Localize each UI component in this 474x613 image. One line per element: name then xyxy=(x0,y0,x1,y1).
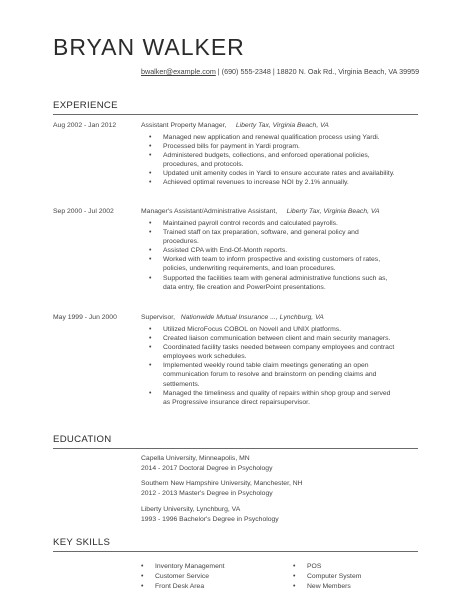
job-bullets xyxy=(141,325,395,407)
contact-details: | (690) 555-2348 | 18820 N. Oak Rd., Virginia Beach, VA 39959 xyxy=(215,67,420,76)
list-item: • Administered budgets, collections, and enforced operational policies, procedures, and protocols. xyxy=(163,151,395,169)
job-dates: May 1999 - Jun 2000 xyxy=(53,314,117,321)
list-item: • Utilized MicroFocus COBOL on Novell and UNIX platforms. xyxy=(163,325,395,334)
list-item: • Customer Service xyxy=(141,572,225,582)
degree-detail: 2014 - 2017 Doctoral Degree in Psychology xyxy=(141,465,273,472)
list-item: • Inventory Management xyxy=(141,562,225,572)
list-item: • Trained staff on tax preparation, software, and general policy and procedures. xyxy=(163,228,395,246)
job-heading xyxy=(141,208,380,215)
list-item: • Front Desk Area xyxy=(141,582,225,592)
email-link[interactable]: bwalker@example.com xyxy=(141,67,216,76)
education-heading: EDUCATION xyxy=(53,434,418,449)
job-company: Liberty Tax, Virginia Beach, VA xyxy=(286,208,380,215)
job-bullets xyxy=(141,219,395,292)
list-item: • New Members xyxy=(293,582,361,592)
experience-heading: EXPERIENCE xyxy=(53,100,418,115)
list-item: • Computer System xyxy=(293,572,361,582)
list-item: • Worked with team to inform prospective and existing customers of rates, policies, underwriting requirements, and loan procedures. xyxy=(163,255,395,273)
school-name: Capella University, Minneapolis, MN xyxy=(141,455,250,462)
list-item: • Achieved optimal revenues to increase NOI by 2.1% annually. xyxy=(163,178,395,187)
degree-detail: 1993 - 1996 Bachelor's Degree in Psychology xyxy=(141,516,279,523)
list-item: • Implemented weekly round table claim meetings generating an open communication forum to resolve and brainstorm on pending claims and settlements. xyxy=(163,361,395,388)
job-role: Supervisor, xyxy=(141,314,176,321)
experience-entry xyxy=(53,122,421,200)
job-role: Manager's Assistant/Administrative Assistant, xyxy=(141,208,278,215)
list-item: • Updated unit amenity codes in Yardi to ensure accurate rates and availability. xyxy=(163,169,395,178)
job-heading xyxy=(141,122,329,129)
degree-detail: 2012 - 2013 Master's Degree in Psychology xyxy=(141,490,273,497)
skills-heading: KEY SKILLS xyxy=(53,537,418,552)
job-company: Liberty Tax, Virginia Beach, VA xyxy=(235,122,329,129)
list-item: • Maintained payroll control records and calculated payrolls. xyxy=(163,219,395,228)
school-name: Southern New Hampshire University, Manchester, NH xyxy=(141,480,303,487)
education-item xyxy=(141,454,272,474)
list-item: • Assisted CPA with End-Of-Month reports. xyxy=(163,246,395,255)
candidate-name: BRYAN WALKER xyxy=(53,34,245,60)
education-item xyxy=(141,505,279,525)
education-item xyxy=(141,479,303,499)
list-item: • Created liaison communication between client and main security managers. xyxy=(163,334,395,343)
experience-entry xyxy=(53,208,421,306)
job-dates: Sep 2000 - Jul 2002 xyxy=(53,208,114,215)
skills-list-right xyxy=(293,562,361,591)
list-item: • POS xyxy=(293,562,361,572)
list-item: • Managed new application and renewal qualification process using Yardi. xyxy=(163,133,395,142)
list-item: • Managed the timeliness and quality of repairs within shop group and served as Progressive insurance direct repairsupervisor. xyxy=(163,389,395,407)
contact-line xyxy=(141,67,421,77)
list-item: • Coordinated facility tasks needed between company employees and contract employees work schedules. xyxy=(163,343,395,361)
skills-list-left xyxy=(141,562,225,591)
list-item: • Processed bills for payment in Yardi program. xyxy=(163,142,395,151)
job-bullets xyxy=(141,133,395,188)
list-item: • Supported the facilities team with general administrative functions such as, data entry, file creation and PowerPoint presentations. xyxy=(163,274,395,292)
experience-entry xyxy=(53,314,421,424)
job-role: Assistant Property Manager, xyxy=(141,122,227,129)
job-dates: Aug 2002 - Jan 2012 xyxy=(53,122,117,129)
job-company: Nationwide Mutual Insurance ..., Lynchburg, VA xyxy=(180,314,324,321)
job-heading xyxy=(141,314,324,321)
school-name: Liberty University, Lynchburg, VA xyxy=(141,506,241,513)
